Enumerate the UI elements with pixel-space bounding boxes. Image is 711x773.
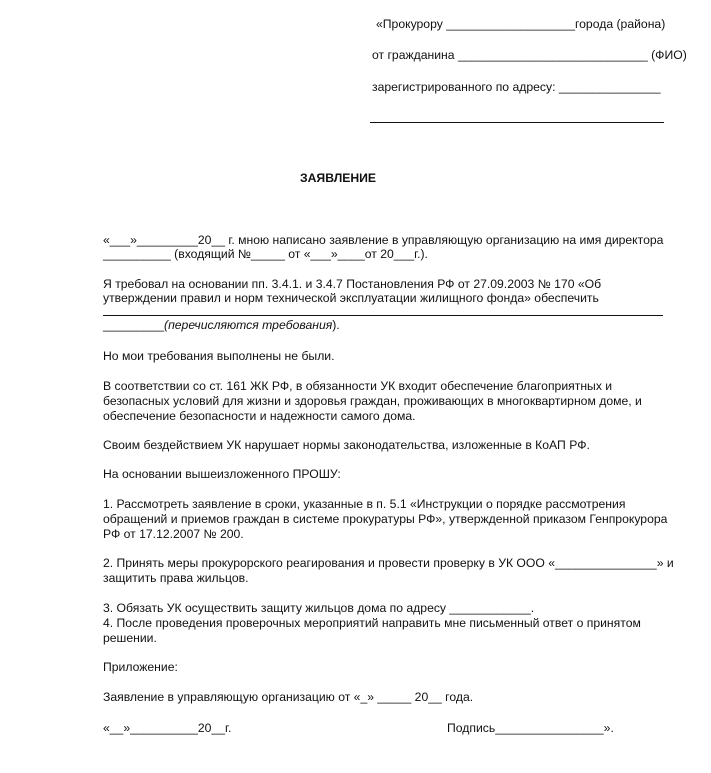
header-from-citizen: от гражданина ____________________________ (ФИО) (372, 48, 687, 62)
requirements-blank: _________ (103, 318, 165, 332)
request-item-1-line-3: РФ от 17.12.2007 № 200. (103, 527, 244, 541)
request-item-2-line-1: 2. Принять меры прокурорского реагирования и провести проверку в УК ООО «_______________» и (103, 556, 674, 570)
attachment-item: Заявление в управляющую организацию от «_» _____ 20__ года. (103, 690, 474, 704)
signature-field: Подпись________________». (447, 721, 614, 735)
header-address-line (370, 122, 664, 123)
requirements-note: (перечисляются требования (164, 318, 333, 332)
request-item-1-line-2: обращений и приемов граждан в системе прокуратуры РФ», утвержденной приказом Генпрокурора (103, 512, 668, 526)
paragraph-6: На основании вышеизложенного ПРОШУ: (103, 467, 341, 481)
paragraph-3: Но мои требования выполнены не были. (103, 349, 335, 363)
request-item-2-line-2: защитить права жильцов. (103, 571, 249, 585)
paragraph-4-line-3: обеспечение безопасности и надежности самого дома. (103, 409, 416, 423)
paragraph-1-line-2: __________ (входящий №_____ от «___»____от 20___г.). (103, 247, 428, 261)
paragraph-5: Своим бездействием УК нарушает нормы законодательства, изложенные в КоАП РФ. (103, 438, 590, 452)
attachment-label: Приложение: (103, 660, 178, 674)
requirements-end: ). (332, 318, 340, 332)
document-title: ЗАЯВЛЕНИЕ (300, 171, 377, 185)
request-item-3: 3. Обязать УК осуществить защиту жильцов дома по адресу ____________. (103, 601, 535, 615)
header-prosecutor: «Прокурору ___________________города (района) (376, 17, 666, 31)
paragraph-2-line-2: утверждении правил и норм технической эксплуатации жилищного фонда» обеспечить (103, 291, 599, 305)
requirements-line (103, 315, 663, 316)
date-field: «__»__________20__г. (103, 721, 232, 735)
request-item-4-line-2: решении. (103, 631, 157, 645)
paragraph-4-line-2: безопасных условий для жизни и здоровья граждан, проживающих в многоквартирном доме, и (103, 394, 642, 408)
header-registered-address: зарегистрированного по адресу: _______________ (372, 80, 661, 94)
paragraph-2-line-1: Я требовал на основании пп. 3.4.1. и 3.4.7 Постановления РФ от 27.09.2003 № 170 «Об (103, 277, 602, 291)
paragraph-1-line-1: «___»_________20__ г. мною написано заявление в управляющую организацию на имя директора (103, 233, 664, 247)
paragraph-2-line-3 (103, 317, 340, 333)
request-item-1-line-1: 1. Рассмотреть заявление в сроки, указанные в п. 5.1 «Инструкции о порядке рассмотрения (103, 497, 626, 511)
paragraph-4-line-1: В соответствии со ст. 161 ЖК РФ, в обязанности УК входит обеспечение благоприятных и (103, 379, 613, 393)
request-item-4-line-1: 4. После проведения проверочных мероприятий направить мне письменный ответ о принятом (103, 616, 641, 630)
